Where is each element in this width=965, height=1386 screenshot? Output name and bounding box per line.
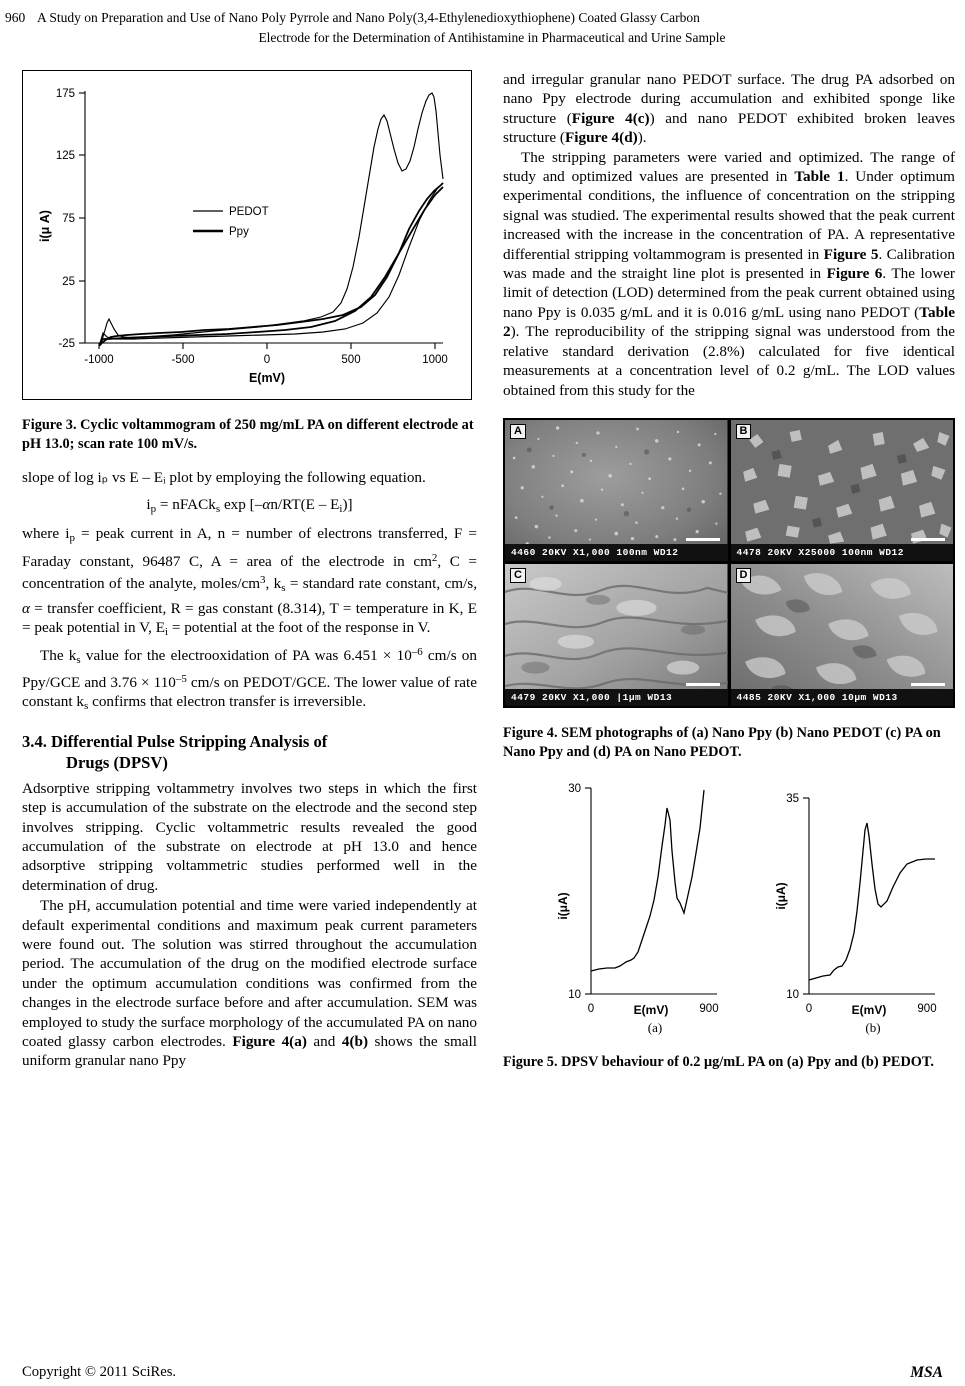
equation-1: $i_p$ = nFACk$_s$ $\exp [-\alpha n/RT(E - E_i)]$ — [146, 496, 353, 516]
svg-text:PEDOT: PEDOT — [229, 206, 269, 218]
svg-text:Ppy: Ppy — [229, 226, 249, 238]
sem-label-a: A — [510, 424, 526, 439]
svg-text:0: 0 — [263, 354, 271, 366]
svg-text:10: 10 — [568, 988, 581, 1001]
sem-infobar-d: 4485 20KV X1,000 10μm WD13 — [731, 689, 954, 706]
figure-4-sem-grid — [503, 418, 955, 708]
figure-4-caption: Figure 4. SEM photographs of (a) Nano Ppy (b) Nano PEDOT (c) PA on Nano Ppy and (d) PA on Nano PEDOT. — [503, 724, 941, 760]
figure-5-caption: Figure 5. DPSV behaviour of 0.2 μg/mL PA on (a) Ppy and (b) PEDOT. — [503, 1053, 934, 1070]
svg-text:175: 175 — [55, 88, 75, 100]
svg-text:-500: -500 — [171, 354, 195, 366]
sem-panel-d — [731, 564, 954, 706]
svg-text:10: 10 — [786, 988, 799, 1001]
section-heading-line2: Drugs (DPSV) — [66, 752, 168, 772]
svg-text:0: 0 — [805, 1002, 813, 1015]
figure-3-caption: Figure 3. Cyclic voltammogram of 250 mg/mL PA on different electrode at pH 13.0; scan rate 100 mV/s. — [22, 417, 474, 452]
svg-text:900: 900 — [917, 1002, 937, 1015]
figure-3-plot — [22, 70, 472, 400]
svg-text:-1000: -1000 — [84, 354, 114, 366]
figure-5-svg — [503, 776, 955, 1046]
figure-5-plots — [503, 776, 955, 1051]
left-paragraph-2: where $i_p$ = peak current in A, n = number of electrons transferred, F = Faraday constant, 96487 C, A = area of the electrode in $cm^2$, C = concentration of the analyte, moles/$cm^3$, $k_s$ = standard rate constant, cm/s, α = transfer coefficient, R = gas constant (8.314), T = temperature in K, E = peak potential in V, $E_i$ = potential at the foot of the response in V. — [22, 525, 478, 639]
figure-5a — [556, 783, 719, 1035]
svg-text:35: 35 — [786, 792, 799, 805]
sem-scale-bar-c — [686, 683, 720, 686]
copyright-text: Copyright © 2011 SciRes. — [22, 1364, 177, 1380]
sem-label-c: C — [510, 568, 526, 583]
svg-text:500: 500 — [341, 354, 361, 366]
right-paragraph-2: The stripping parameters were varied and optimized. The range of study and optimized values are presented in Table 1. Under optimum experimental conditions, the influence of concentration on the stripping signal was studied. The experimental results showed that the peak current increased with the increase in the concentration of PA. A representative differential stripping voltammogram is presented in Figure 5. Calibration was made and the straight line plot is presented in Figure 6. The lower limit of detection (LOD) determined from the peak current obtained using nano Ppy is 0.035 g/mL and it is 0.016 g/mL using nano PEDOT (Table 2). The reproducibility of the stripping signal was understood from the relative standard derivation (2.8%) calculated for five identical measurements at a concentration level of 0.2 g/mL. The LOD values obtained from this study for the — [503, 148, 955, 399]
svg-text:-25: -25 — [58, 338, 75, 350]
left-column — [22, 70, 477, 1071]
left-paragraph-5: The pH, accumulation potential and time were varied independently at default experimental conditions and maximum peak current parameters were found out. The solution was stirred throughout the accumulation period. The accumulation of the drug on the modified electrode surface under the optimum accumulation conditions was confirmed from the changes in the electrode surface before and after accumulation. SEM was employed to study the surface morphology of the accumulated PA on nano coated glassy carbon electrodes. Figure 4(a) and 4(b) shows the small uniform granular nano Ppy — [22, 897, 477, 1070]
figure-3-legend — [193, 206, 269, 238]
left-paragraph-4: Adsorptive stripping voltammetry involves two steps in which the first step is accumulation of the substrate on the electrode and the second step involves stripping. Cyclic voltammetric results revealed the good accumulation of the substrate on electrode at pH 13.0 and hence adsorptive stripping voltammetric studies performed well in the determination of drug. — [22, 779, 477, 894]
sem-infobar-b: 4478 20KV X25000 100nm WD12 — [731, 544, 954, 561]
figure-5b — [774, 793, 937, 1035]
svg-text:900: 900 — [699, 1002, 719, 1015]
left-paragraph-3: The $k_s$ value for the electrooxidation of PA was $6.451 \times 10^{-6}$ cm/s on Ppy/GCE and $3.76 \times 110^{-5}$ cm/s on PEDOT/GCE. The lower value of rate constant $k_s$ confirms that electron transfer is irreversible. — [22, 645, 477, 713]
sem-scale-bar-a — [686, 538, 720, 541]
running-head-line1: A Study on Preparation and Use of Nano Poly Pyrrole and Nano Poly(3,4-Ethylenedioxythiophene) Coated Glassy Carbon — [37, 10, 700, 25]
right-column — [503, 70, 955, 1072]
svg-text:E(mV): E(mV) — [851, 1002, 887, 1017]
sem-infobar-c: 4479 20KV X1,000 |1μm WD13 — [505, 689, 728, 706]
left-paragraph-1: slope of log iₚ vs E – Eᵢ plot by employing the following equation. — [22, 469, 426, 486]
svg-text:125: 125 — [55, 150, 75, 162]
section-heading-3-4 — [22, 731, 477, 773]
svg-text:30: 30 — [568, 782, 581, 795]
sem-label-d: D — [736, 568, 752, 583]
svg-text:E(mV): E(mV) — [633, 1002, 669, 1017]
svg-text:E(mV): E(mV) — [248, 371, 286, 385]
sem-panel-b — [731, 420, 954, 562]
page-number: 960 — [5, 10, 26, 25]
svg-text:75: 75 — [62, 213, 75, 225]
sem-scale-bar-d — [911, 683, 945, 686]
svg-text:1000: 1000 — [422, 354, 448, 366]
sem-scale-bar-b — [911, 538, 945, 541]
sem-panel-c — [505, 564, 728, 706]
running-head-line2: Electrode for the Determination of Antihistamine in Pharmaceutical and Urine Sample — [258, 30, 726, 45]
section-heading-line1: 3.4. Differential Pulse Stripping Analysis of — [22, 731, 328, 751]
figure-3-svg — [23, 71, 471, 399]
sem-label-b: B — [736, 424, 752, 439]
svg-text:(b): (b) — [865, 1019, 881, 1035]
svg-text:i(μ A): i(μ A) — [38, 210, 52, 242]
sem-panel-a — [505, 420, 728, 562]
journal-abbreviation: MSA — [910, 1364, 943, 1381]
svg-text:0: 0 — [587, 1002, 595, 1015]
svg-text:(a): (a) — [647, 1019, 663, 1035]
svg-text:25: 25 — [62, 276, 75, 288]
right-paragraph-1: and irregular granular nano PEDOT surface. The drug PA adsorbed on nano Ppy electrode during accumulation and exhibited sponge like structure (Figure 4(c)) and nano PEDOT exhibited broken leaves structure (Figure 4(d)). — [503, 71, 955, 147]
sem-infobar-a: 4460 20KV X1,000 100nm WD12 — [505, 544, 728, 561]
svg-text:i(μA): i(μA) — [556, 892, 570, 920]
svg-text:i(μA): i(μA) — [774, 882, 788, 910]
